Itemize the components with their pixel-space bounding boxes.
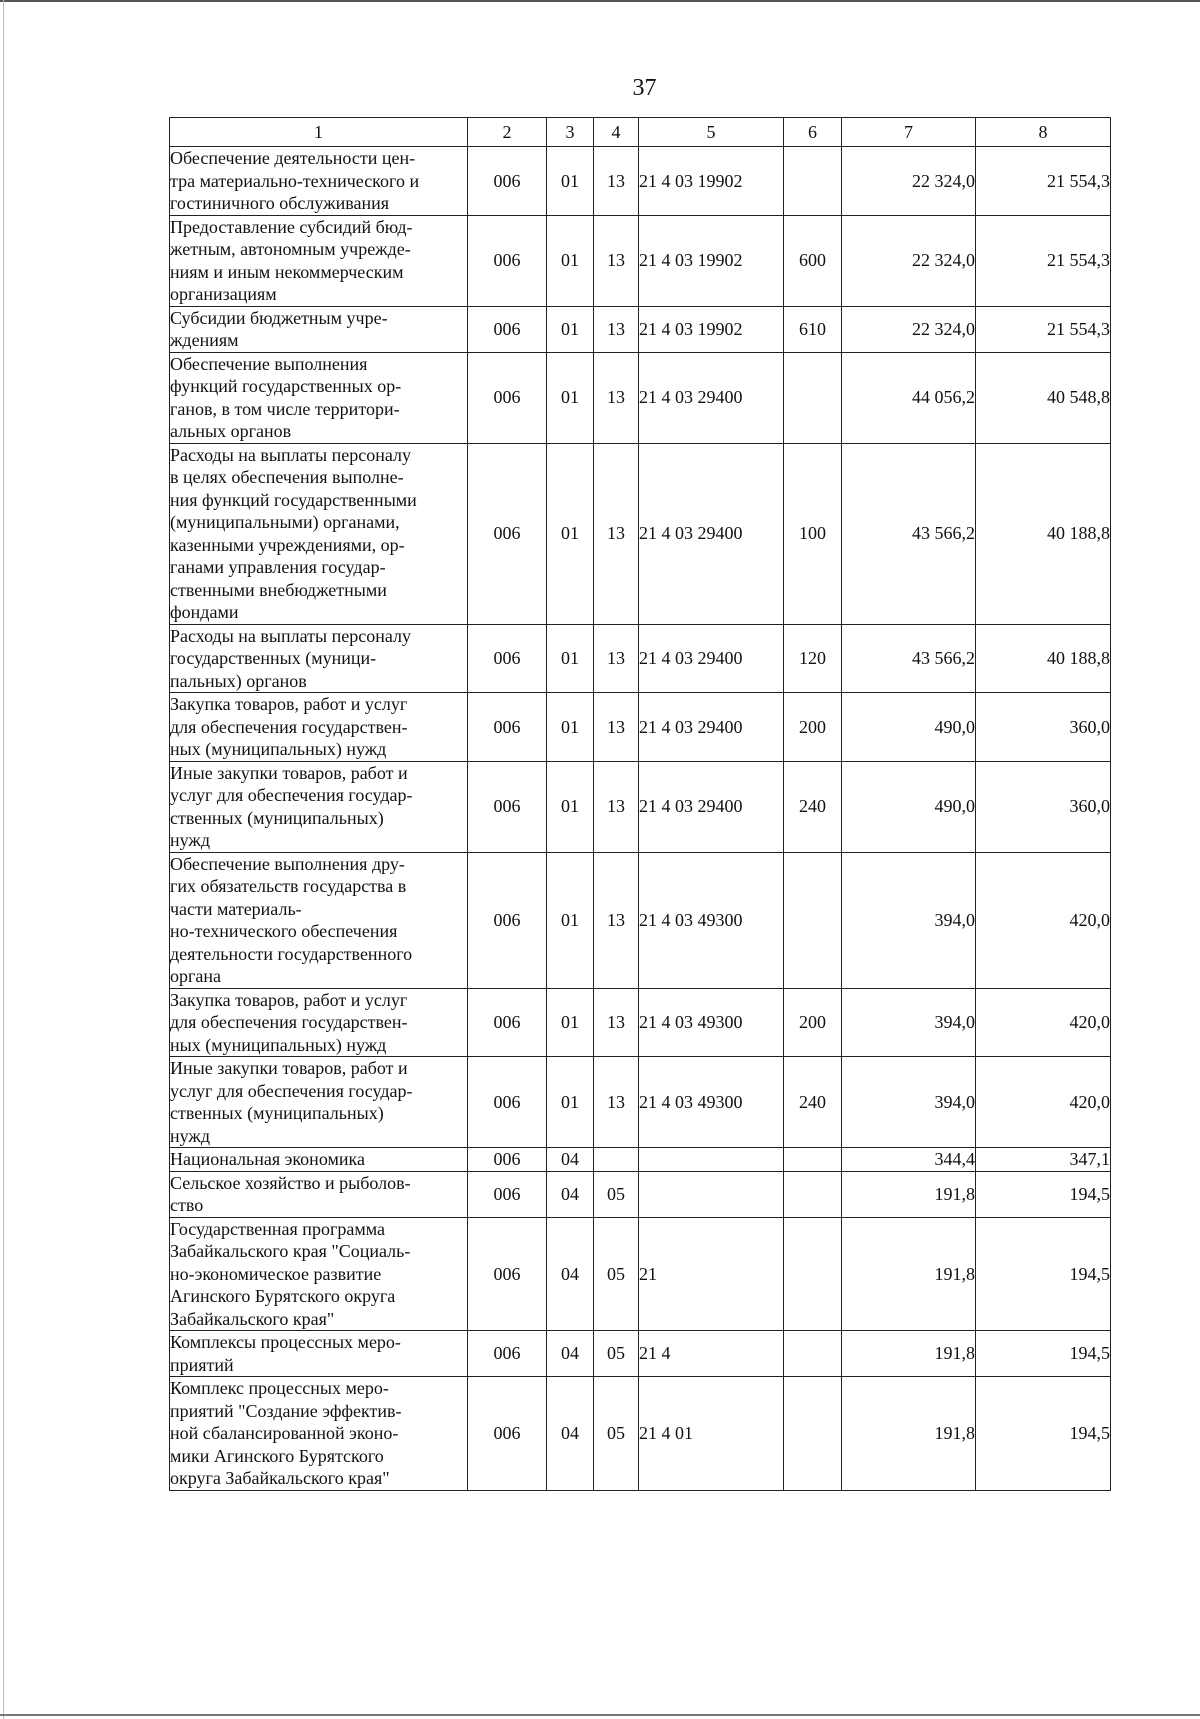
- row-section: 01: [547, 1057, 594, 1148]
- row-expense-type: [784, 1171, 842, 1217]
- row-description: Субсидии бюджетным учре- ждениям: [170, 306, 468, 352]
- row-ministry-code: 006: [468, 1057, 547, 1148]
- page-number: 37: [632, 75, 657, 101]
- row-section: 04: [547, 1148, 594, 1172]
- row-amount-year-2: 21 554,3: [976, 306, 1111, 352]
- row-amount-year-1: 22 324,0: [842, 147, 976, 216]
- header-cell: 2: [468, 118, 547, 147]
- row-section: 01: [547, 147, 594, 216]
- row-ministry-code: 006: [468, 443, 547, 624]
- row-subsection: 05: [594, 1171, 639, 1217]
- row-amount-year-2: 360,0: [976, 693, 1111, 762]
- row-description: Государственная программа Забайкальского края "Социаль- но-экономическое развитие Агинского Бурятского округа Забайкальского края": [170, 1217, 468, 1331]
- table-row: [170, 693, 1111, 762]
- row-description: Закупка товаров, работ и услуг для обеспечения государствен- ных (муниципальных) нужд: [170, 693, 468, 762]
- row-expense-type: 200: [784, 988, 842, 1057]
- row-target-article: 21 4 03 19902: [639, 306, 784, 352]
- row-amount-year-1: 191,8: [842, 1331, 976, 1377]
- row-description: Закупка товаров, работ и услуг для обеспечения государствен- ных (муниципальных) нужд: [170, 988, 468, 1057]
- budget-table: [169, 117, 1111, 1491]
- row-amount-year-2: 420,0: [976, 1057, 1111, 1148]
- row-subsection: 05: [594, 1377, 639, 1491]
- row-expense-type: [784, 1377, 842, 1491]
- row-ministry-code: 006: [468, 1171, 547, 1217]
- row-subsection: 05: [594, 1331, 639, 1377]
- row-amount-year-1: 490,0: [842, 761, 976, 852]
- header-cell: 3: [547, 118, 594, 147]
- table-row: [170, 988, 1111, 1057]
- row-section: 04: [547, 1377, 594, 1491]
- row-target-article: 21 4 03 29400: [639, 443, 784, 624]
- row-expense-type: [784, 147, 842, 216]
- header-cell: 6: [784, 118, 842, 147]
- row-ministry-code: 006: [468, 1148, 547, 1172]
- row-description: Национальная экономика: [170, 1148, 468, 1172]
- row-subsection: 13: [594, 988, 639, 1057]
- row-description: Обеспечение деятельности цен- тра материально-технического и гостиничного обслуживания: [170, 147, 468, 216]
- row-ministry-code: 006: [468, 147, 547, 216]
- table-row: [170, 1217, 1111, 1331]
- row-amount-year-1: 43 566,2: [842, 624, 976, 693]
- row-section: 01: [547, 624, 594, 693]
- table-row: [170, 1057, 1111, 1148]
- row-subsection: 13: [594, 215, 639, 306]
- row-amount-year-2: 194,5: [976, 1171, 1111, 1217]
- row-section: 01: [547, 988, 594, 1057]
- table-row: [170, 147, 1111, 216]
- row-section: 04: [547, 1217, 594, 1331]
- row-description: Комплекс процессных меро- приятий "Создание эффектив- ной сбалансированной эконо- мики Агинского Бурятского округа Забайкальского края": [170, 1377, 468, 1491]
- row-description: Предоставление субсидий бюд- жетным, автономным учрежде- ниям и иным некоммерческим организациям: [170, 215, 468, 306]
- row-target-article: 21 4 03 29400: [639, 352, 784, 443]
- row-target-article: 21 4 03 49300: [639, 852, 784, 988]
- row-ministry-code: 006: [468, 693, 547, 762]
- table-row: [170, 624, 1111, 693]
- row-expense-type: 240: [784, 1057, 842, 1148]
- row-ministry-code: 006: [468, 215, 547, 306]
- row-description: Обеспечение выполнения дру- гих обязательств государства в части материаль- но-технического обеспечения деятельности государственного органа: [170, 852, 468, 988]
- row-expense-type: 600: [784, 215, 842, 306]
- header-row: [170, 118, 1111, 147]
- row-section: 01: [547, 306, 594, 352]
- row-expense-type: 100: [784, 443, 842, 624]
- row-amount-year-1: 394,0: [842, 988, 976, 1057]
- row-amount-year-2: 194,5: [976, 1377, 1111, 1491]
- table-row: [170, 215, 1111, 306]
- row-section: 01: [547, 215, 594, 306]
- row-amount-year-1: 394,0: [842, 1057, 976, 1148]
- row-subsection: 13: [594, 1057, 639, 1148]
- row-amount-year-2: 40 188,8: [976, 443, 1111, 624]
- row-section: 01: [547, 693, 594, 762]
- table-row: [170, 1377, 1111, 1491]
- row-amount-year-2: 360,0: [976, 761, 1111, 852]
- row-ministry-code: 006: [468, 852, 547, 988]
- row-subsection: 13: [594, 624, 639, 693]
- header-cell: 4: [594, 118, 639, 147]
- row-target-article: 21 4 03 49300: [639, 988, 784, 1057]
- row-description: Сельское хозяйство и рыболов- ство: [170, 1171, 468, 1217]
- row-amount-year-2: 194,5: [976, 1217, 1111, 1331]
- row-amount-year-1: 22 324,0: [842, 215, 976, 306]
- table-row: [170, 852, 1111, 988]
- row-amount-year-1: 191,8: [842, 1171, 976, 1217]
- row-amount-year-1: 191,8: [842, 1217, 976, 1331]
- row-ministry-code: 006: [468, 761, 547, 852]
- row-target-article: 21 4 03 49300: [639, 1057, 784, 1148]
- row-target-article: 21 4 03 29400: [639, 761, 784, 852]
- row-subsection: 13: [594, 761, 639, 852]
- row-target-article: [639, 1148, 784, 1172]
- row-target-article: 21 4 03 29400: [639, 693, 784, 762]
- row-section: 04: [547, 1171, 594, 1217]
- row-ministry-code: 006: [468, 1377, 547, 1491]
- row-subsection: 13: [594, 443, 639, 624]
- row-expense-type: 610: [784, 306, 842, 352]
- table-row: [170, 1148, 1111, 1172]
- row-ministry-code: 006: [468, 306, 547, 352]
- row-amount-year-2: 420,0: [976, 852, 1111, 988]
- scan-edge-left: [3, 0, 4, 1719]
- row-target-article: 21 4: [639, 1331, 784, 1377]
- row-section: 04: [547, 1331, 594, 1377]
- row-ministry-code: 006: [468, 1331, 547, 1377]
- row-amount-year-2: 194,5: [976, 1331, 1111, 1377]
- row-target-article: 21: [639, 1217, 784, 1331]
- row-amount-year-2: 420,0: [976, 988, 1111, 1057]
- row-expense-type: [784, 1217, 842, 1331]
- row-expense-type: [784, 852, 842, 988]
- row-description: Обеспечение выполнения функций государственных ор- ганов, в том числе территори- альных органов: [170, 352, 468, 443]
- row-amount-year-2: 21 554,3: [976, 147, 1111, 216]
- scan-edge-top: [0, 0, 1200, 2]
- row-section: 01: [547, 443, 594, 624]
- row-expense-type: [784, 1331, 842, 1377]
- header-cell: 8: [976, 118, 1111, 147]
- row-target-article: 21 4 03 19902: [639, 215, 784, 306]
- table-row: [170, 1331, 1111, 1377]
- row-amount-year-1: 344,4: [842, 1148, 976, 1172]
- row-ministry-code: 006: [468, 1217, 547, 1331]
- row-target-article: 21 4 01: [639, 1377, 784, 1491]
- row-description: Расходы на выплаты персоналу государственных (муници- пальных) органов: [170, 624, 468, 693]
- row-amount-year-2: 40 188,8: [976, 624, 1111, 693]
- row-description: Расходы на выплаты персоналу в целях обеспечения выполне- ния функций государственными (муниципальными) органами, казенными учреждениями, ор- ганами управления государ- ственными внебюджетными фондами: [170, 443, 468, 624]
- row-amount-year-2: 21 554,3: [976, 215, 1111, 306]
- table-row: [170, 1171, 1111, 1217]
- row-amount-year-2: 347,1: [976, 1148, 1111, 1172]
- row-description: Комплексы процессных меро- приятий: [170, 1331, 468, 1377]
- row-subsection: 13: [594, 852, 639, 988]
- row-amount-year-1: 44 056,2: [842, 352, 976, 443]
- row-subsection: 13: [594, 306, 639, 352]
- row-section: 01: [547, 352, 594, 443]
- row-amount-year-1: 490,0: [842, 693, 976, 762]
- scan-edge-bottom: [0, 1714, 1200, 1716]
- row-target-article: [639, 1171, 784, 1217]
- row-description: Иные закупки товаров, работ и услуг для обеспечения государ- ственных (муниципальных) нужд: [170, 1057, 468, 1148]
- row-expense-type: [784, 352, 842, 443]
- row-ministry-code: 006: [468, 624, 547, 693]
- table-row: [170, 443, 1111, 624]
- row-subsection: 13: [594, 693, 639, 762]
- row-description: Иные закупки товаров, работ и услуг для обеспечения государ- ственных (муниципальных) нужд: [170, 761, 468, 852]
- header-cell: 5: [639, 118, 784, 147]
- row-expense-type: 200: [784, 693, 842, 762]
- row-ministry-code: 006: [468, 352, 547, 443]
- row-amount-year-1: 394,0: [842, 852, 976, 988]
- row-expense-type: [784, 1148, 842, 1172]
- row-target-article: 21 4 03 29400: [639, 624, 784, 693]
- row-amount-year-1: 22 324,0: [842, 306, 976, 352]
- row-subsection: [594, 1148, 639, 1172]
- row-amount-year-1: 43 566,2: [842, 443, 976, 624]
- row-amount-year-2: 40 548,8: [976, 352, 1111, 443]
- row-expense-type: 240: [784, 761, 842, 852]
- row-target-article: 21 4 03 19902: [639, 147, 784, 216]
- budget-table-body: [170, 118, 1111, 1491]
- row-section: 01: [547, 761, 594, 852]
- row-ministry-code: 006: [468, 988, 547, 1057]
- table-row: [170, 306, 1111, 352]
- row-subsection: 05: [594, 1217, 639, 1331]
- header-cell: 7: [842, 118, 976, 147]
- row-expense-type: 120: [784, 624, 842, 693]
- row-subsection: 13: [594, 352, 639, 443]
- row-subsection: 13: [594, 147, 639, 216]
- table-row: [170, 761, 1111, 852]
- row-amount-year-1: 191,8: [842, 1377, 976, 1491]
- table-row: [170, 352, 1111, 443]
- header-cell: 1: [170, 118, 468, 147]
- row-section: 01: [547, 852, 594, 988]
